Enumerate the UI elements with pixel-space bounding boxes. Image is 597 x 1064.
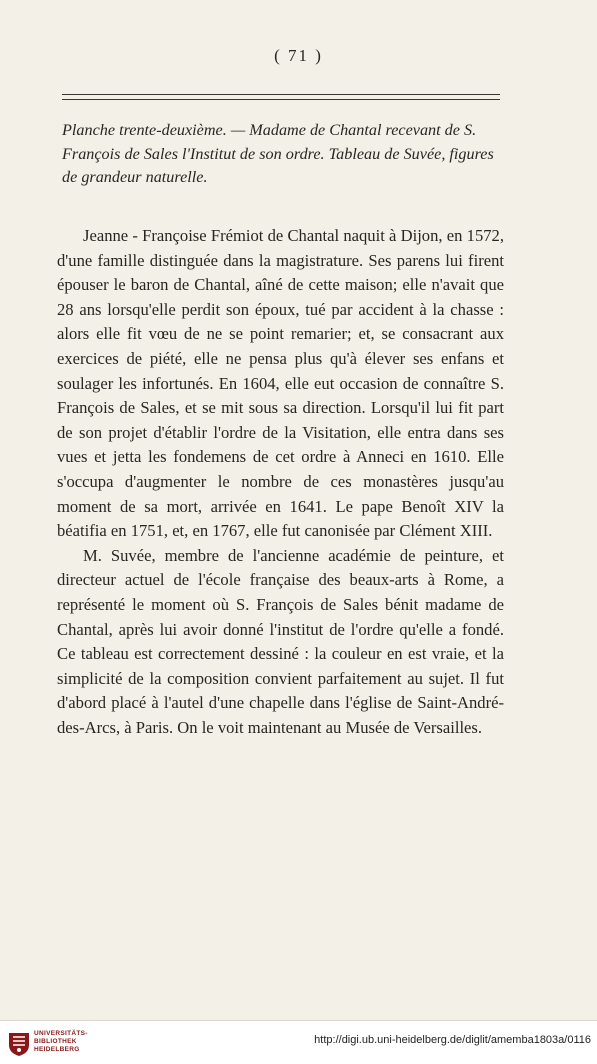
library-logo-text [34,1030,88,1054]
header-rule-thin [62,99,500,100]
logo-line-3: HEIDELBERG [34,1046,80,1053]
university-seal-icon [7,1029,31,1057]
logo-line-2: BIBLIOTHEK [34,1038,77,1045]
body-text [57,224,504,740]
permalink-url[interactable]: http://digi.ub.uni-heidelberg.de/diglit/amemba1803a/0116 [314,1034,591,1046]
logo-line-1: UNIVERSITÄTS- [34,1030,88,1037]
plate-caption: Planche trente-deuxième. — Madame de Chantal recevant de S. François de Sales l'Institut de son ordre. Tableau de Suvée, figures de grandeur naturelle. [62,121,494,186]
header-rule-thick [62,94,500,95]
paragraph-biography: Jeanne - Françoise Frémiot de Chantal naquit à Dijon, en 1572, d'une famille distinguée dans la magistrature. Ses parens lui firent épouser le baron de Chantal, aîné de cette maison; elle n'avait que 28 ans lorsqu'elle perdit son époux, tué par accident à la chasse : alors elle fit vœu de ne se point remarier; et, se consacrant aux exercices de piété, elle ne pensa plus qu'à élever ses enfans et soulager les infortunés. En 1604, elle eut occasion de connaître S. François de Sales, et se mit sous sa direction. Lorsqu'il lui fit part de son projet d'établir l'ordre de la Visitation, elle entra dans ses vues et jetta les fondemens de cet ordre à Anneci en 1610. Elle s'occupa d'augmenter le nombre de ces monastères jusqu'au moment de sa mort, arrivée en 1641. Le pape Benoît XIV la béatifia en 1751, et, en 1767, elle fut canonisée par Clément XIII. [57,226,504,541]
page-number: ( 71 ) [274,46,323,65]
viewer-footer [0,1020,597,1064]
paragraph-painting: M. Suvée, membre de l'ancienne académie de peinture, et directeur actuel de l'école française des beaux-arts à Rome, a représenté le moment où S. François de Sales bénit madame de Chantal, après lui avoir donné l'institut de l'ordre qu'elle a fondé. Ce tableau est correctement dessiné : la couleur en est vraie, et la simplicité de la composition convient parfaitement au sujet. Il fut d'abord placé à l'autel d'une chapelle dans l'église de Saint-André-des-Arcs, à Paris. On le voit maintenant au Musée de Versailles. [57,545,504,737]
